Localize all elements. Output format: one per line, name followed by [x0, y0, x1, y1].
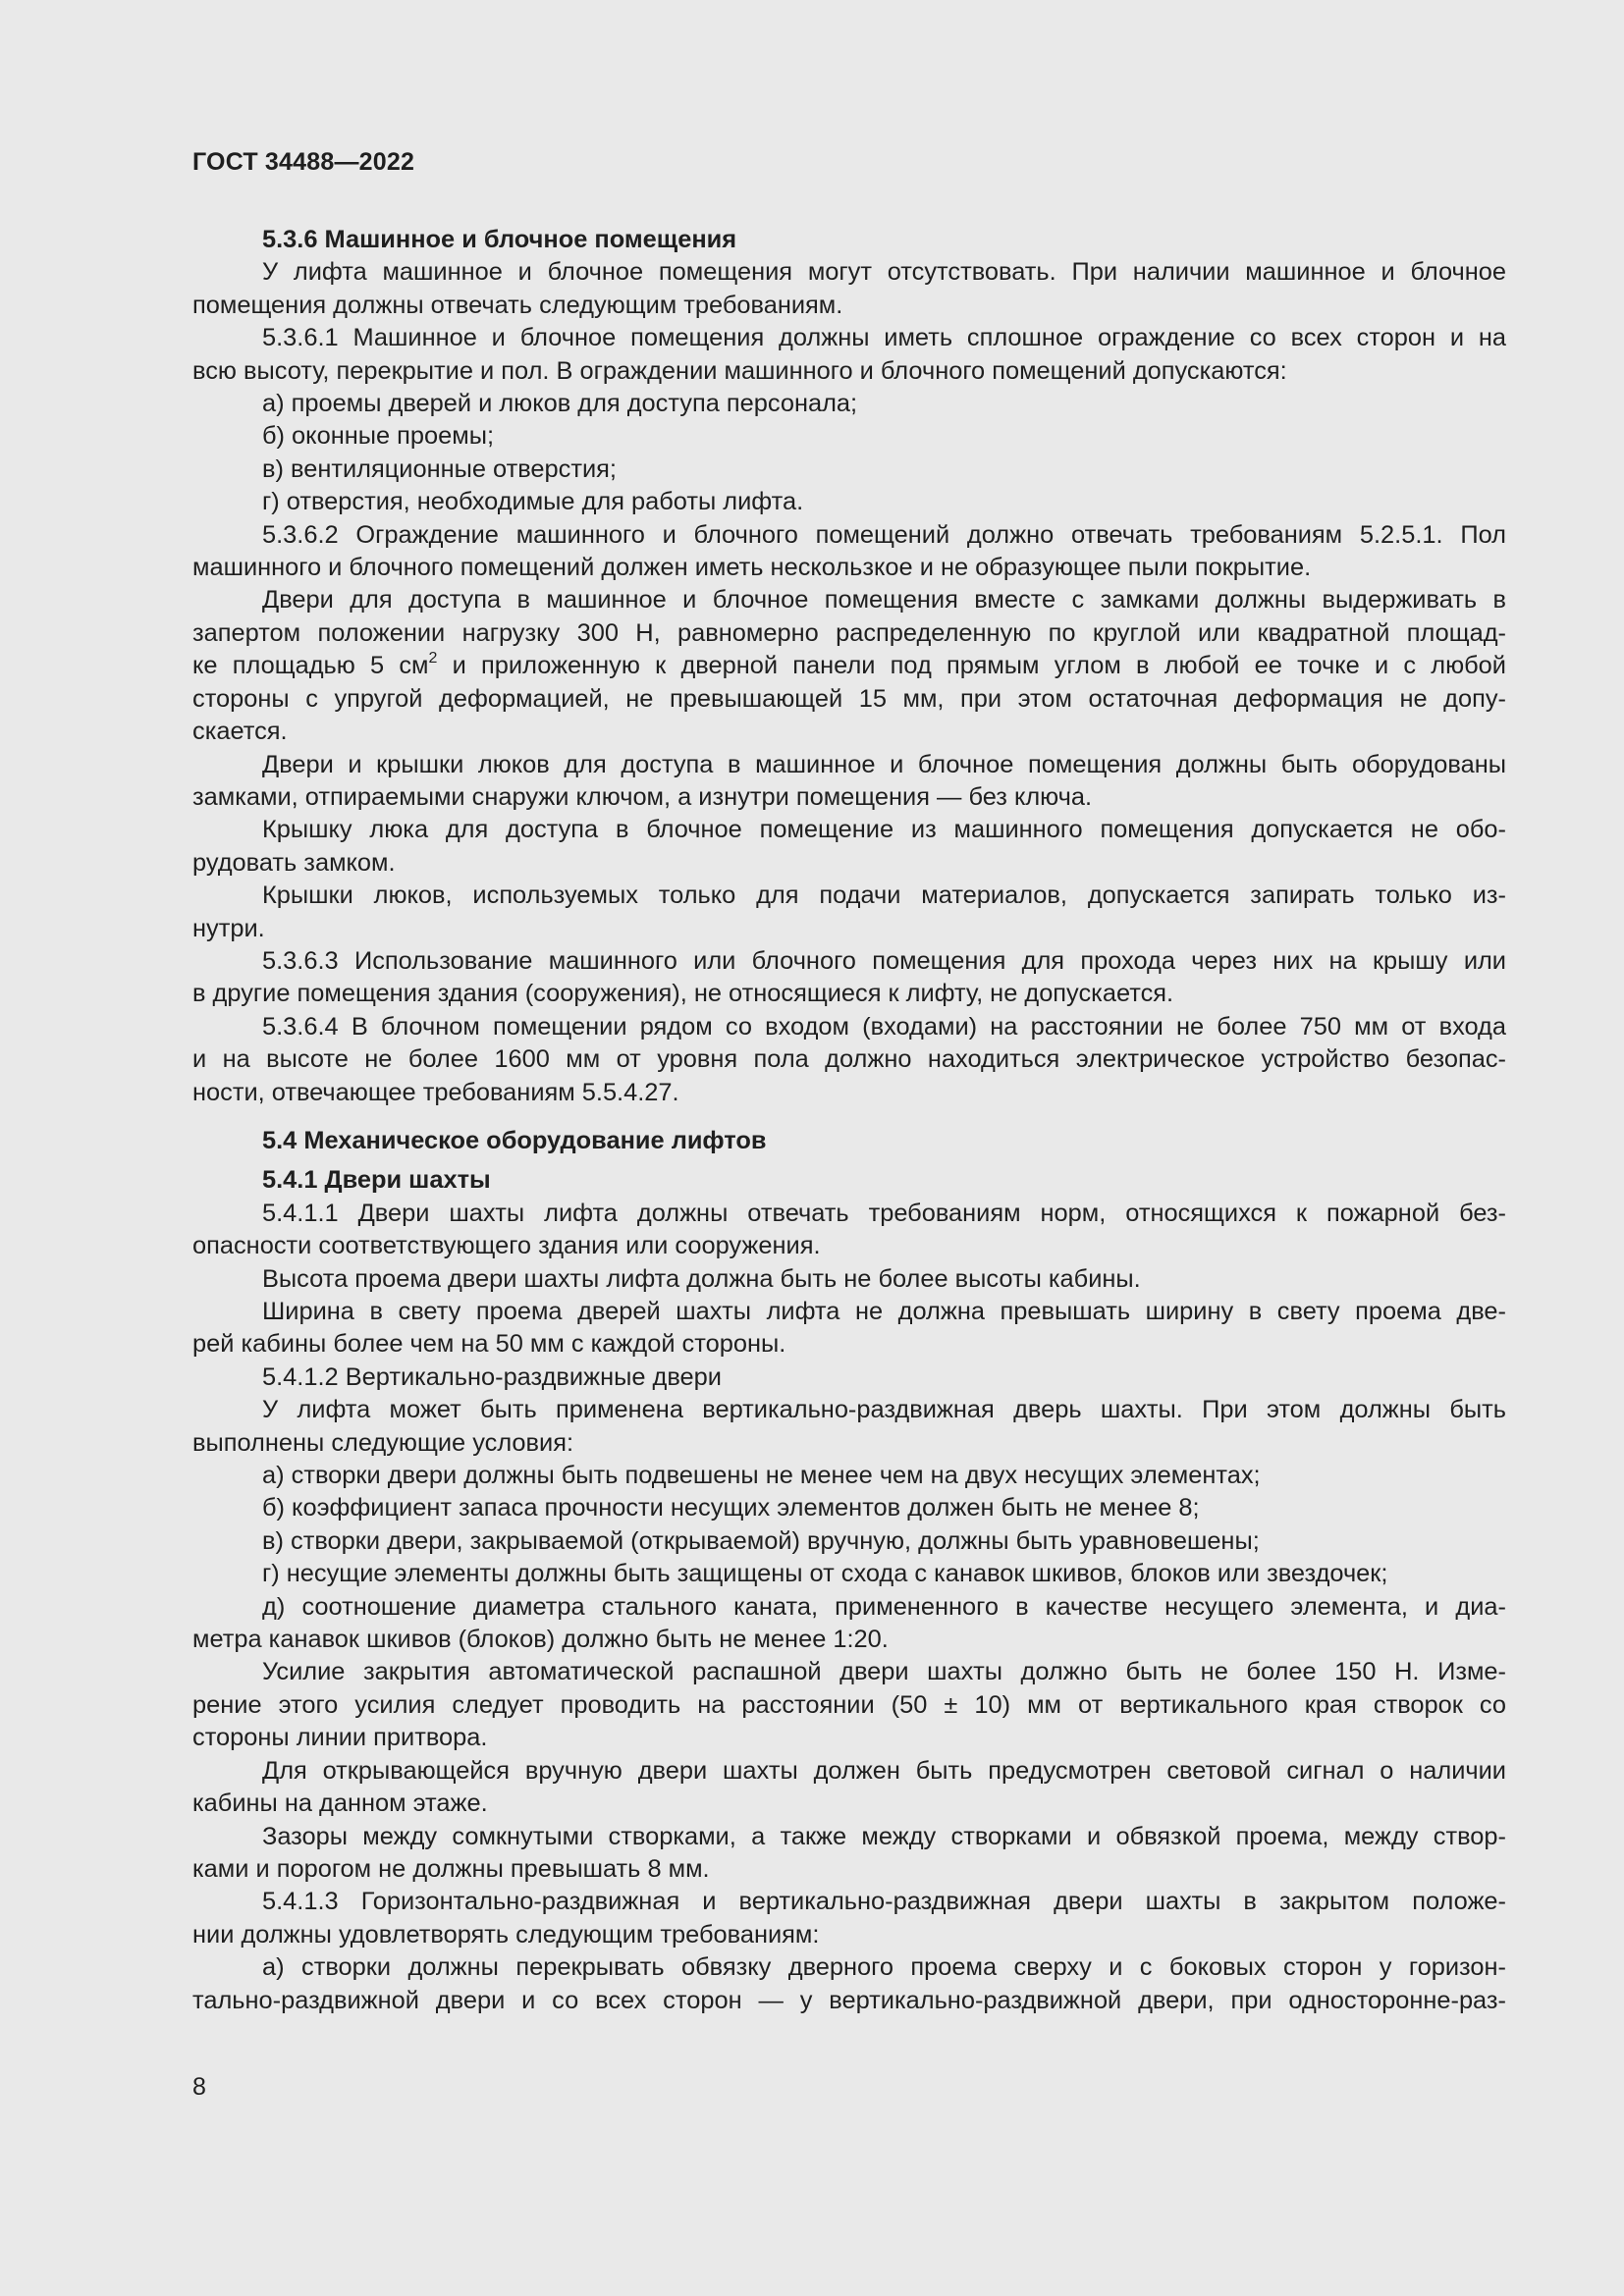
text-line: выполнены следующие условия:	[192, 1428, 574, 1457]
text-line: Ширина в свету проема дверей шахты лифта не должна превышать ширину в свету проема две-	[262, 1298, 1506, 1325]
text-line: а) створки должны перекрывать обвязку дверного проема сверху и с боковых сторон у горизон-	[262, 1953, 1506, 1982]
text-line: опасности соответствующего здания или сооружения.	[192, 1232, 821, 1260]
section-heading-5-4-1: 5.4.1 Двери шахты	[262, 1166, 491, 1195]
text-line: стороны с упругой деформацией, не превышающей 15 мм, при этом остаточная деформация не допу-	[192, 684, 1506, 713]
text-line: ками и порогом не должны превышать 8 мм.	[192, 1854, 710, 1883]
text-line: рудовать замком.	[192, 848, 396, 877]
text-line: и на высоте не более 1600 мм от уровня пола должно находиться электрическое устройство безопас-	[192, 1045, 1506, 1074]
superscript: 2	[428, 650, 438, 667]
text-line: метра канавок шкивов (блоков) должно быть не менее 1:20.	[192, 1626, 889, 1654]
text-line: 5.4.1.1 Двери шахты лифта должны отвечать требованиям норм, относящихся к пожарной без-	[262, 1199, 1506, 1227]
text-line	[192, 650, 1506, 682]
text-line: 5.3.6.1 Машинное и блочное помещения должны иметь сплошное ограждение со всех сторон и на	[262, 324, 1506, 352]
text-fragment: и приложенную к дверной панели под прямым углом в любой ее точке и с любой	[437, 652, 1506, 680]
spacer	[192, 1157, 1506, 1164]
text-line: машинного и блочного помещений должен иметь нескользкое и не образующее пыли покрытие.	[192, 554, 1312, 582]
section-heading-5-3-6: 5.3.6 Машинное и блочное помещения	[262, 226, 737, 253]
text-line: 5.3.6.2 Ограждение машинного и блочного помещений должно отвечать требованиям 5.2.5.1. Пол	[262, 520, 1506, 549]
list-item: б) оконные проемы;	[262, 422, 495, 451]
list-item: в) вентиляционные отверстия;	[262, 454, 617, 483]
text-line: У лифта может быть применена вертикально-раздвижная дверь шахты. При этом должны быть	[262, 1396, 1506, 1424]
text-line: нии должны удовлетворять следующим требованиям:	[192, 1920, 820, 1949]
text-line: нутри.	[192, 914, 265, 942]
text-line: Усилие закрытия автоматической распашной двери шахты должно быть не более 150 Н. Изме-	[262, 1658, 1506, 1686]
text-line: 5.4.1.2 Вертикально-раздвижные двери	[262, 1362, 722, 1391]
text-line: ности, отвечающее требованиям 5.5.4.27.	[192, 1078, 679, 1106]
text-line: стороны линии притвора.	[192, 1724, 488, 1752]
text-line: тально-раздвижной двери и со всех сторон — у вертикально-раздвижной двери, при односторонне-раз-	[192, 1986, 1506, 2014]
text-line: помещения должны отвечать следующим требованиям.	[192, 291, 843, 319]
text-line: в другие помещения здания (сооружения), не относящиеся к лифту, не допускается.	[192, 980, 1174, 1008]
document-body	[192, 224, 1506, 2017]
text-line: запертом положении нагрузку 300 Н, равномерно распределенную по круглой или квадратной площад-	[192, 618, 1506, 647]
list-item: в) створки двери, закрываемой (открываемой) вручную, должны быть уравновешены;	[262, 1526, 1260, 1555]
section-heading-5-4: 5.4 Механическое оборудование лифтов	[262, 1126, 767, 1154]
text-line: рение этого усилия следует проводить на расстоянии (50 ± 10) мм от вертикального края створок со	[192, 1690, 1506, 1719]
text-line: Двери и крышки люков для доступа в машинное и блочное помещения должны быть оборудованы	[262, 750, 1506, 778]
list-item: г) несущие элементы должны быть защищены от схода с канавок шкивов, блоков или звездочек;	[262, 1560, 1388, 1588]
text-line: кабины на данном этаже.	[192, 1789, 488, 1818]
list-item: а) створки двери должны быть подвешены не менее чем на двух несущих элементах;	[262, 1462, 1261, 1490]
text-line: замками, отпираемыми снаружи ключом, а изнутри помещения — без ключа.	[192, 782, 1093, 811]
text-line: Крышку люка для доступа в блочное помещение из машинного помещения допускается не обо-	[262, 816, 1506, 844]
text-line: У лифта машинное и блочное помещения могут отсутствовать. При наличии машинное и блочное	[262, 258, 1506, 287]
text-line: Двери для доступа в машинное и блочное помещения вместе с замками должны выдерживать в	[262, 586, 1506, 614]
text-line: всю высоту, перекрытие и пол. В ограждении машинного и блочного помещений допускаются:	[192, 356, 1287, 385]
list-item: а) проемы дверей и люков для доступа персонала;	[262, 390, 858, 418]
text-line: 5.4.1.3 Горизонтально-раздвижная и вертикально-раздвижная двери шахты в закрытом положе-	[262, 1888, 1506, 1916]
list-item: г) отверстия, необходимые для работы лифта.	[262, 488, 804, 516]
page-number: 8	[192, 2073, 206, 2101]
text-line: Для открывающейся вручную двери шахты должен быть предусмотрен световой сигнал о наличии	[262, 1756, 1506, 1785]
text-line: Зазоры между сомкнутыми створками, а также между створками и обвязкой проема, между створ-	[262, 1822, 1506, 1850]
text-line: скается.	[192, 718, 288, 746]
text-fragment: ке площадью 5 см	[192, 652, 429, 680]
list-item: д) соотношение диаметра стального каната, примененного в качестве несущего элемента, и диа-	[262, 1592, 1506, 1621]
text-line: 5.3.6.4 В блочном помещении рядом со входом (входами) на расстоянии не более 750 мм от входа	[262, 1012, 1506, 1041]
list-item: б) коэффициент запаса прочности несущих элементов должен быть не менее 8;	[262, 1494, 1200, 1522]
document-header: ГОСТ 34488—2022	[192, 148, 415, 176]
spacer	[192, 1109, 1506, 1125]
text-line: Высота проема двери шахты лифта должна быть не более высоты кабины.	[262, 1264, 1141, 1293]
text-line: Крышки люков, используемых только для подачи материалов, допускается запирать только из-	[262, 881, 1506, 910]
text-line: рей кабины более чем на 50 мм с каждой стороны.	[192, 1330, 786, 1359]
text-line: 5.3.6.3 Использование машинного или блочного помещения для прохода через них на крышу или	[262, 946, 1506, 975]
